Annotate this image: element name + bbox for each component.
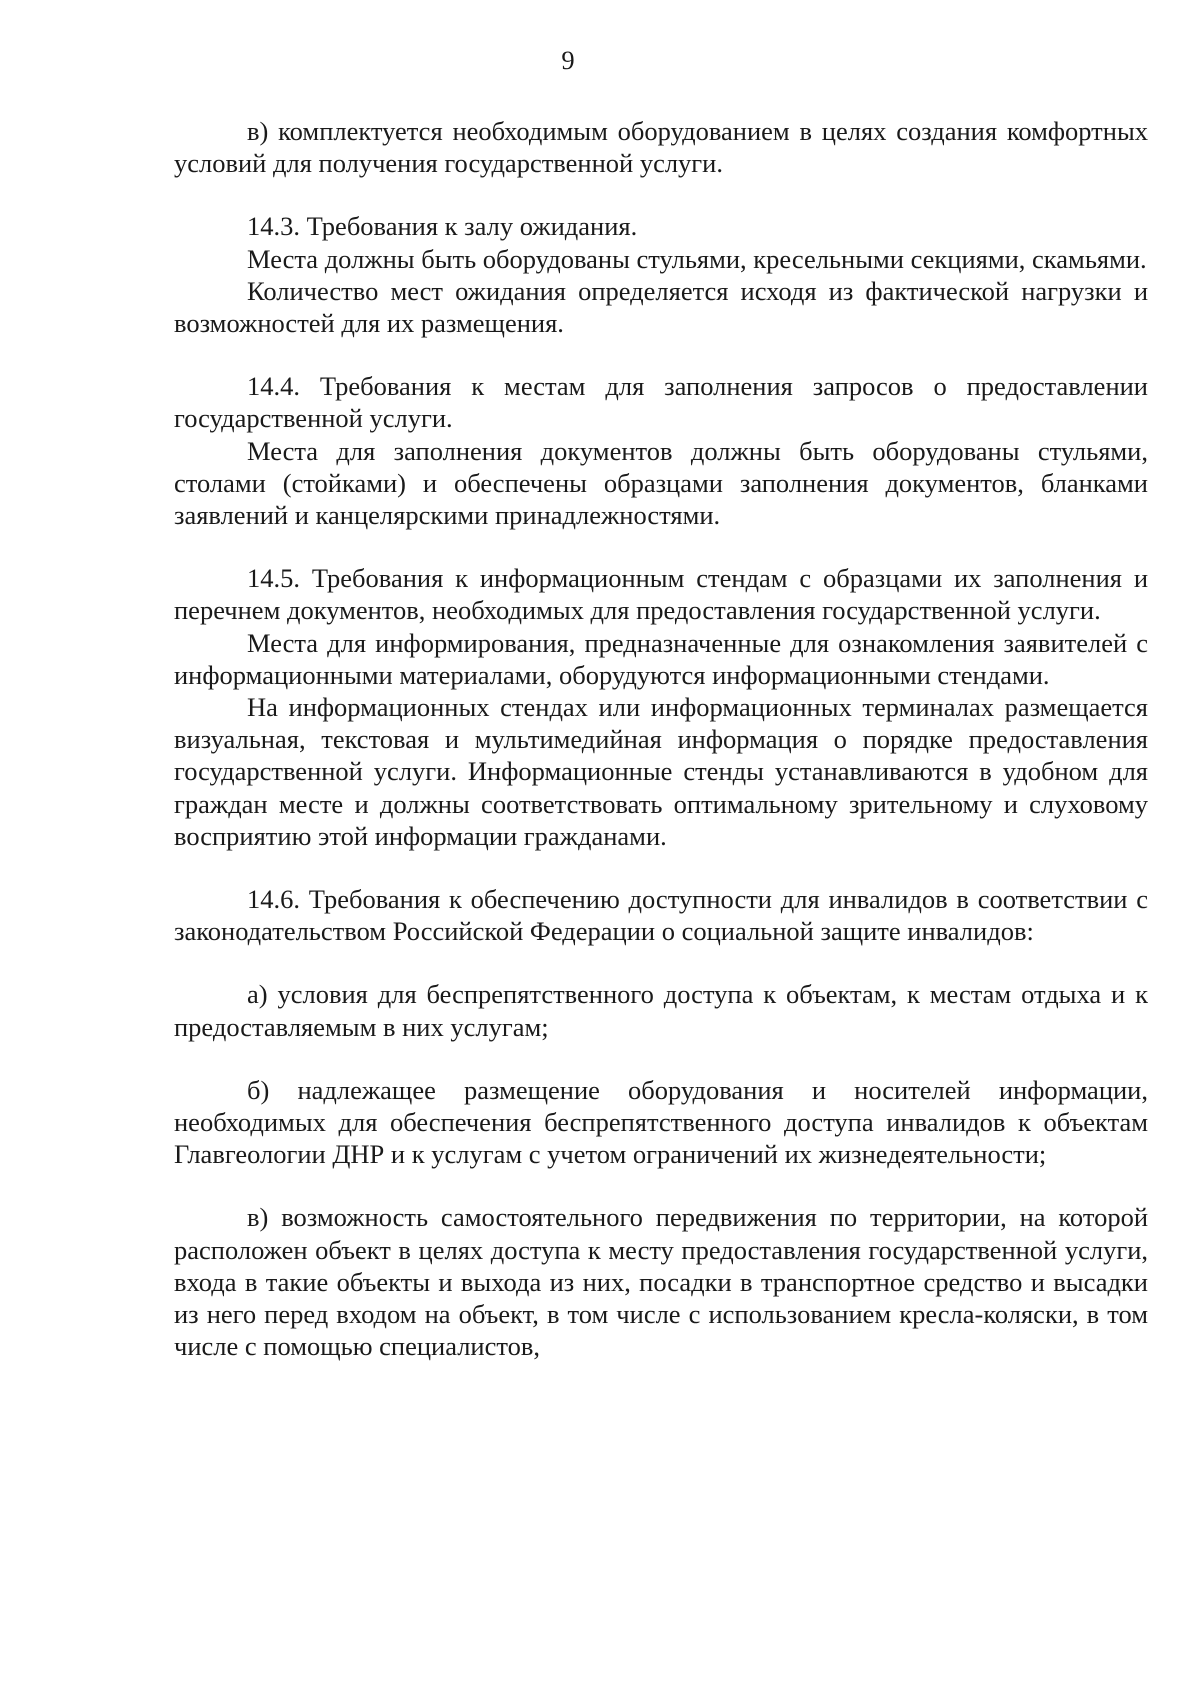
list-item-v: в) возможность самостоятельного передвижения по территории, на которой расположен объект в целях доступа к месту предоставления государственной услуги, входа в такие объекты и выхода из них, посадки в транспортное средство и высадки из него перед входом на объект, в том числе с использованием кресла-коляски, в том числе с помощью специалистов, [174,1202,1148,1362]
page-number: 9 [561,45,575,75]
document-body [174,115,1148,1363]
section-heading-14-3: 14.3. Требования к залу ожидания. [247,211,638,242]
list-item-a: а) условия для беспрепятственного доступа к объектам, к местам отдыха и к предоставляемым в них услугам; [174,979,1148,1042]
section-heading-14-6: 14.6. Требования к обеспечению доступности для инвалидов в соответствии с законодательством Российской Федерации о социальной защите инвалидов: [174,884,1148,947]
paragraph-information-places: Места для информирования, предназначенные для ознакомления заявителей с информационными материалами, оборудуются информационными стендами. [174,627,1148,690]
list-item-b: б) надлежащее размещение оборудования и носителей информации, необходимых для обеспечения беспрепятственного доступа инвалидов к объектам Главгеологии ДНР и к услугам с учетом ограничений их жизнедеятельности; [174,1074,1148,1170]
section-heading-14-5: 14.5. Требования к информационным стендам с образцами их заполнения и перечнем документов, необходимых для предоставления государственной услуги. [174,563,1148,626]
paragraph-gap [174,1043,1148,1074]
paragraph-waiting-seats: Места должны быть оборудованы стульями, кресельными секциями, скамьями. [247,243,1147,274]
paragraph-gap [174,339,1148,370]
paragraph-item-v-equipment: в) комплектуется необходимым оборудованием в целях создания комфортных условий для получения государственной услуги. [174,116,1148,179]
paragraph-gap [174,179,1148,210]
paragraph-gap [174,1170,1148,1201]
paragraph-gap [174,531,1148,562]
paragraph-waiting-count: Количество мест ожидания определяется исходя из фактической нагрузки и возможностей для их размещения. [174,275,1148,339]
section-heading-14-4: 14.4. Требования к местам для заполнения запросов о предоставлении государственной услуги. [174,371,1148,434]
paragraph-information-stands: На информационных стендах или информационных терминалах размещается визуальная, текстовая и мультимедийная информация о порядке предоставления государственной услуги. Информационные стенды устанавливаются в удобном для граждан месте и должны соответствовать оптимальному зрительному и слуховому восприятию этой информации гражданами. [174,692,1148,851]
paragraph-gap [174,947,1148,978]
paragraph-gap [174,852,1148,883]
paragraph-filling-places: Места для заполнения документов должны быть оборудованы стульями, столами (стойками) и обеспечены образцами заполнения документов, бланками заявлений и канцелярскими принадлежностями. [174,435,1148,531]
